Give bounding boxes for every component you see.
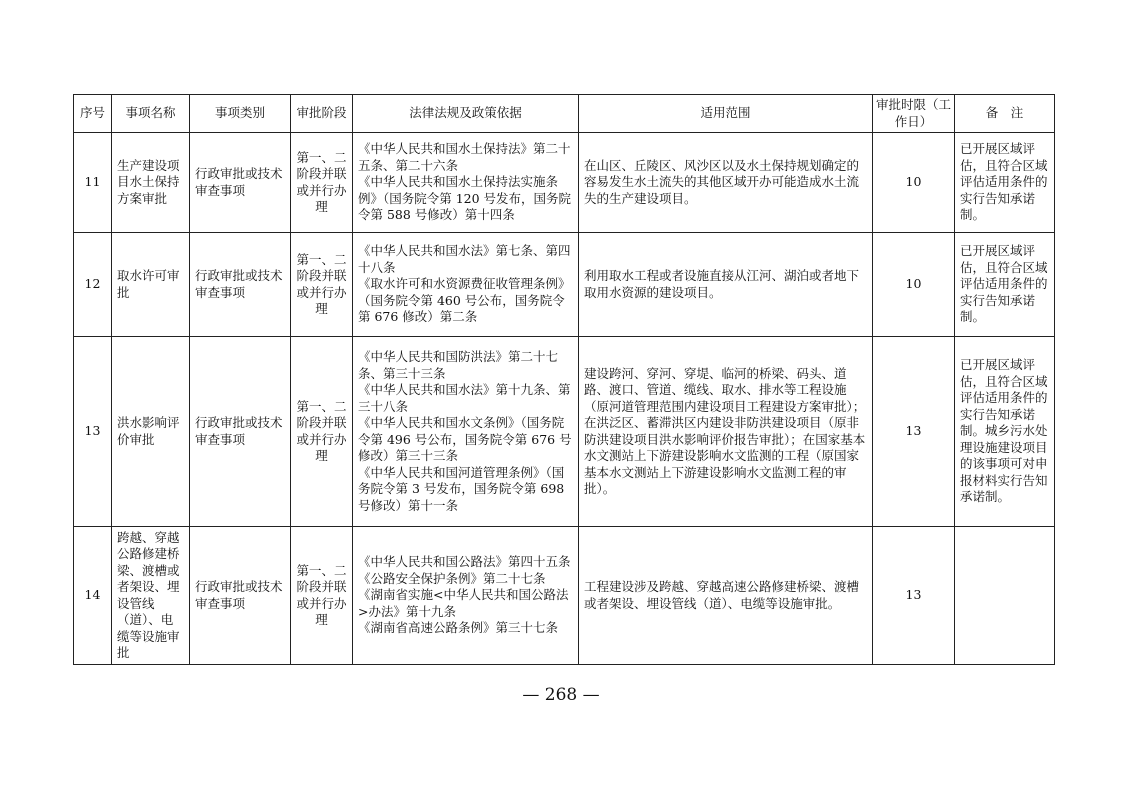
header-basis: 法律法规及政策依据 bbox=[353, 95, 579, 133]
row-remarks: 已开展区域评估，且符合区域评估适用条件的实行告知承诺制。 bbox=[955, 233, 1055, 337]
row-stage: 第一、二阶段并联或并行办理 bbox=[291, 337, 353, 527]
header-seq: 序号 bbox=[74, 95, 112, 133]
table-row bbox=[74, 133, 1055, 233]
row-scope: 建设跨河、穿河、穿堤、临河的桥梁、码头、道路、渡口、管道、缆线、取水、排水等工程设施（原河道管理范围内建设项目工程建设方案审批）；在洪泛区、蓄滞洪区内建设非防洪建设项目（原非防洪建设项目洪水影响评价报告审批）；在国家基本水文测站上下游建设影响水文监测的工程（原国家基本水文测站上下游建设影响水文监测工程的审批）。 bbox=[579, 337, 873, 527]
row-time-limit: 13 bbox=[873, 527, 955, 665]
row-stage: 第一、二阶段并联或并行办理 bbox=[291, 233, 353, 337]
row-basis bbox=[353, 337, 579, 527]
row-category: 行政审批或技术审查事项 bbox=[190, 133, 291, 233]
basis-line: 《中华人民共和国河道管理条例》（国务院令第 3 号发布，国务院令第 698 号修改）第十一条 bbox=[358, 464, 565, 513]
page-number: — 268 — bbox=[522, 685, 600, 705]
table-row bbox=[74, 337, 1055, 527]
row-seq: 12 bbox=[74, 233, 112, 337]
row-time-limit: 10 bbox=[873, 233, 955, 337]
row-seq: 13 bbox=[74, 337, 112, 527]
header-remarks: 备 注 bbox=[955, 95, 1055, 133]
row-time-limit: 10 bbox=[873, 133, 955, 233]
row-scope: 利用取水工程或者设施直接从江河、湖泊或者地下取用水资源的建设项目。 bbox=[579, 233, 873, 337]
row-basis bbox=[353, 527, 579, 665]
row-remarks: 已开展区域评估，且符合区域评估适用条件的实行告知承诺制。 bbox=[955, 133, 1055, 233]
row-seq: 14 bbox=[74, 527, 112, 665]
row-time-limit: 13 bbox=[873, 337, 955, 527]
basis-line: 《湖南省实施<中华人民共和国公路法>办法》第十九条 bbox=[358, 587, 569, 619]
basis-line: 《中华人民共和国水法》第七条、第四十八条 bbox=[358, 243, 571, 275]
basis-line: 《中华人民共和国水文条例》（国务院令第 496 号公布，国务院令第 676 号修改）第三十三条 bbox=[358, 415, 572, 463]
basis-line: 《湖南省高速公路条例》第三十七条 bbox=[358, 620, 559, 636]
row-remarks bbox=[955, 527, 1055, 665]
row-remarks: 已开展区域评估，且符合区域评估适用条件的实行告知承诺制。城乡污水处理设施建设项目的该事项可对申报材料实行告知承诺制。 bbox=[955, 337, 1055, 527]
row-basis bbox=[353, 233, 579, 337]
row-name: 洪水影响评价审批 bbox=[112, 337, 190, 527]
table-row bbox=[74, 527, 1055, 665]
basis-line: 《中华人民共和国水土保持法》第二十五条、第二十六条 bbox=[358, 141, 571, 173]
basis-line: 《中华人民共和国防洪法》第二十七条、第三十三条 bbox=[358, 349, 559, 381]
table-row bbox=[74, 233, 1055, 337]
header-scope: 适用范围 bbox=[579, 95, 873, 133]
row-category: 行政审批或技术审查事项 bbox=[190, 337, 291, 527]
row-name: 生产建设项目水土保持方案审批 bbox=[112, 133, 190, 233]
row-name: 取水许可审批 bbox=[112, 233, 190, 337]
row-basis bbox=[353, 133, 579, 233]
row-seq: 11 bbox=[74, 133, 112, 233]
basis-line: 《中华人民共和国水法》第十九条、第三十八条 bbox=[358, 382, 571, 414]
basis-line: 《公路安全保护条例》第二十七条 bbox=[358, 570, 546, 586]
row-stage: 第一、二阶段并联或并行办理 bbox=[291, 527, 353, 665]
basis-line: 《中华人民共和国公路法》第四十五条 bbox=[358, 554, 571, 570]
row-category: 行政审批或技术审查事项 bbox=[190, 233, 291, 337]
row-scope: 工程建设涉及跨越、穿越高速公路修建桥梁、渡槽或者架设、埋设管线（道）、电缆等设施审批。 bbox=[579, 527, 873, 665]
header-stage: 审批阶段 bbox=[291, 95, 353, 133]
row-category: 行政审批或技术审查事项 bbox=[190, 527, 291, 665]
basis-line: 《取水许可和水资源费征收管理条例》（国务院令第 460 号公布，国务院令第 676 修改）第二条 bbox=[358, 276, 571, 325]
row-stage: 第一、二阶段并联或并行办理 bbox=[291, 133, 353, 233]
approval-items-table bbox=[73, 94, 1055, 665]
row-scope: 在山区、丘陵区、风沙区以及水土保持规划确定的容易发生水土流失的其他区域开办可能造成水土流失的生产建设项目。 bbox=[579, 133, 873, 233]
table-header-row bbox=[74, 95, 1055, 133]
basis-line: 《中华人民共和国水土保持法实施条例》（国务院令第 120 号发布，国务院令第 588 号修改）第十四条 bbox=[358, 174, 572, 223]
row-name: 跨越、穿越公路修建桥梁、渡槽或者架设、埋设管线（道）、电缆等设施审批 bbox=[112, 527, 190, 665]
header-name: 事项名称 bbox=[112, 95, 190, 133]
header-category: 事项类别 bbox=[190, 95, 291, 133]
header-time-limit: 审批时限（工作日） bbox=[873, 95, 955, 133]
